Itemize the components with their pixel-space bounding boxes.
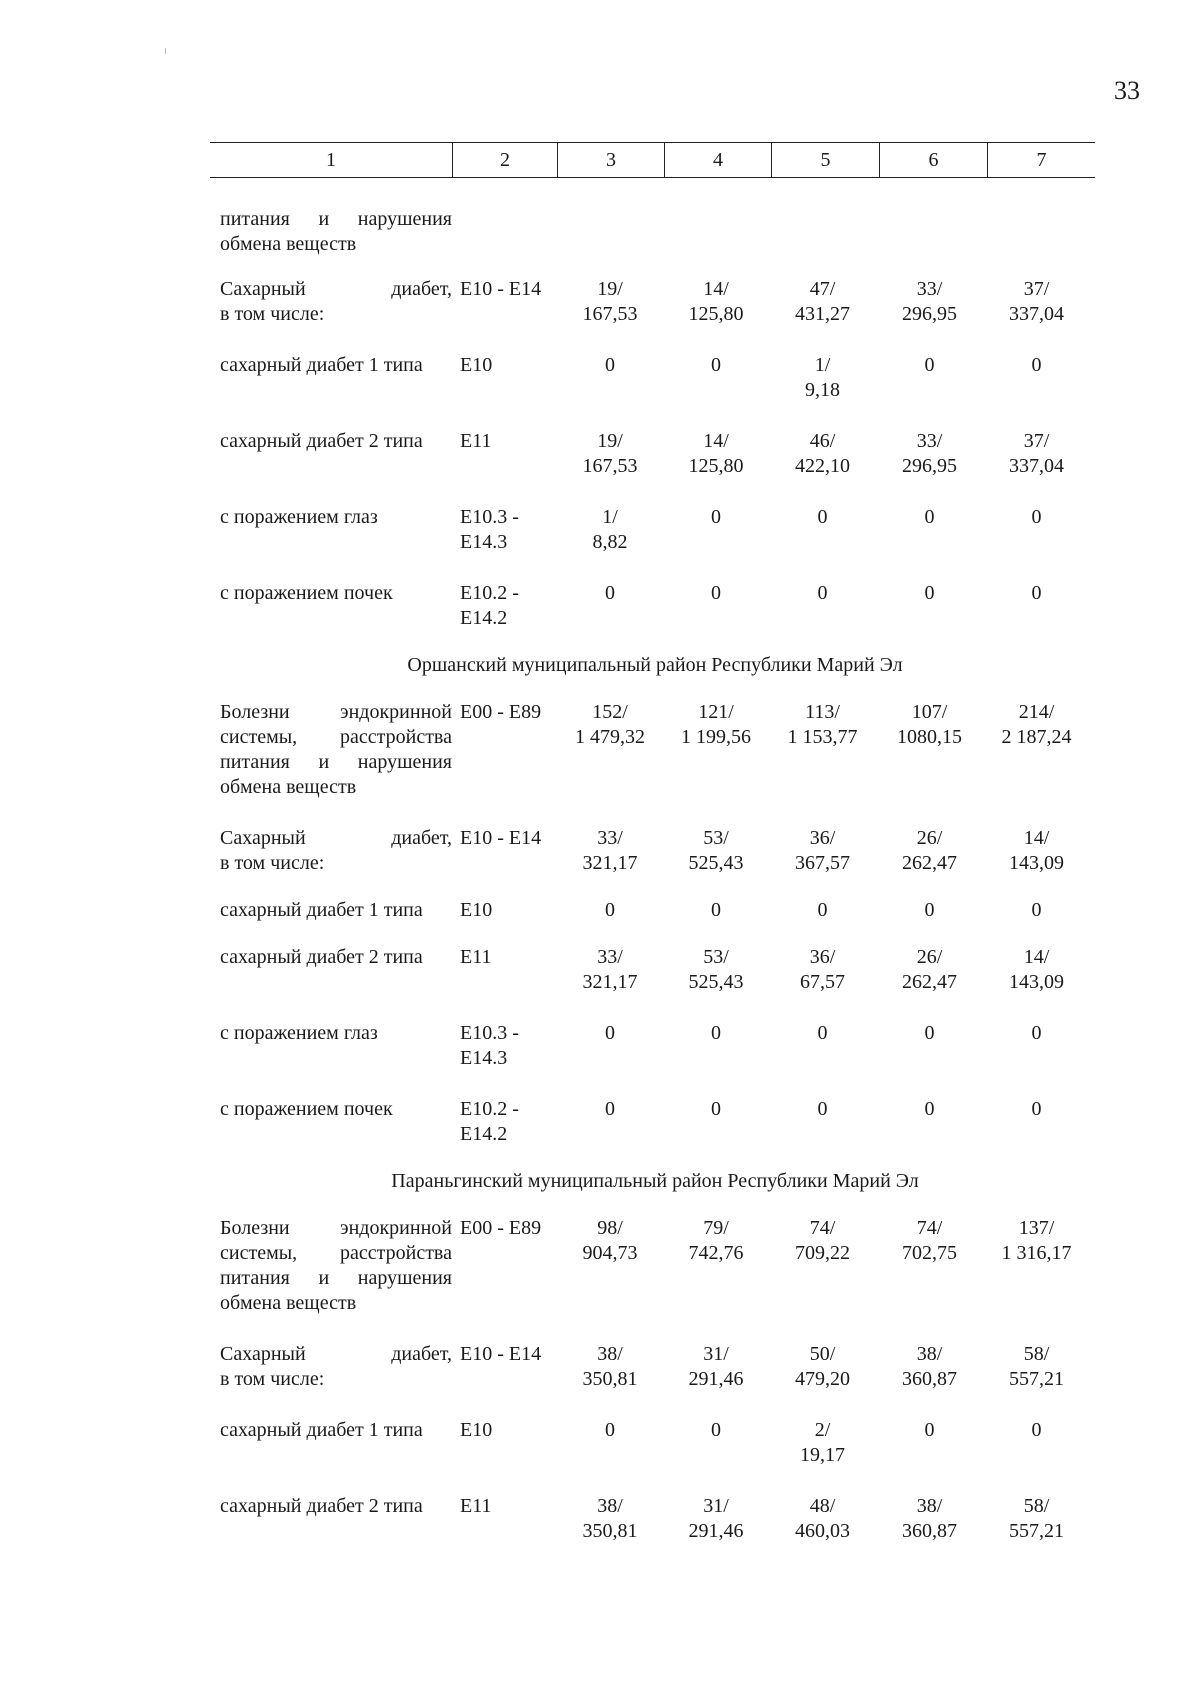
column-header-3: 3 <box>558 143 665 178</box>
column-header-4: 4 <box>665 143 772 178</box>
scan-mark <box>165 48 166 54</box>
row-name-line: Сахарный диабет, <box>220 827 452 849</box>
value-col-6: 26/ 262,47 <box>902 827 957 874</box>
row-name-line: в том числе: <box>220 1368 325 1390</box>
value-col-6: 0 <box>924 354 935 376</box>
table-row <box>210 1097 1100 1147</box>
row-name-line: Болезни эндокринной <box>220 701 452 723</box>
page-number: 33 <box>1114 76 1140 105</box>
value-col-5: 50/ 479,20 <box>795 1343 850 1390</box>
value-col-4: 14/ 125,80 <box>688 278 744 325</box>
table-row <box>210 700 1100 800</box>
row-name-line: сахарный диабет 2 типа <box>220 1495 423 1517</box>
row-name-line: системы, расстройства <box>220 1242 452 1264</box>
value-col-7: 58/ 557,21 <box>1009 1343 1064 1390</box>
value-col-7: 0 <box>1031 1098 1042 1120</box>
value-col-7: 14/ 143,09 <box>1009 827 1064 874</box>
value-col-3: 1/ 8,82 <box>592 506 628 553</box>
value-col-3: 19/ 167,53 <box>582 430 638 477</box>
value-col-5: 0 <box>817 1098 828 1120</box>
value-col-5: 0 <box>817 899 828 921</box>
icd-code: E10 - E14 <box>460 1343 542 1365</box>
icd-code: E11 <box>460 1495 492 1517</box>
value-col-7: 137/ 1 316,17 <box>1001 1217 1072 1264</box>
row-name-line: питания и нарушения <box>220 208 452 230</box>
row-name-line: сахарный диабет 2 типа <box>220 430 423 452</box>
value-col-5: 46/ 422,10 <box>795 430 850 477</box>
value-col-4: 53/ 525,43 <box>688 827 744 874</box>
row-name-line: обмена веществ <box>220 233 357 255</box>
row-name-line: с поражением глаз <box>220 506 378 528</box>
row-name <box>210 1021 452 1046</box>
section-title: Оршанский муниципальный район Республики Марий Эл <box>407 654 903 676</box>
row-name <box>210 1216 452 1316</box>
row-name <box>210 581 452 606</box>
row-name-line: в том числе: <box>220 852 325 874</box>
table-row <box>210 898 1100 923</box>
value-col-4: 0 <box>711 582 721 604</box>
row-name-line: в том числе: <box>220 303 325 325</box>
value-col-4: 31/ 291,46 <box>688 1343 744 1390</box>
value-col-3: 38/ 350,81 <box>582 1495 638 1542</box>
value-col-3: 33/ 321,17 <box>582 827 638 874</box>
row-name <box>210 898 452 923</box>
value-col-5: 2/ 19,17 <box>800 1419 845 1466</box>
value-col-3: 0 <box>605 899 615 921</box>
row-name <box>210 429 452 454</box>
table-row <box>210 505 1100 555</box>
value-col-5: 48/ 460,03 <box>795 1495 850 1542</box>
value-col-6: 26/ 262,47 <box>902 946 957 993</box>
value-col-3: 0 <box>605 582 615 604</box>
icd-code: E00 - E89 <box>460 701 542 723</box>
row-name <box>210 1418 452 1443</box>
row-name-line: Сахарный диабет, <box>220 278 452 300</box>
row-name <box>210 700 452 800</box>
row-name <box>210 207 452 257</box>
column-header-5: 5 <box>772 143 880 178</box>
value-col-5: 1/ 9,18 <box>805 354 840 401</box>
row-name <box>210 1494 452 1519</box>
value-col-5: 0 <box>817 582 828 604</box>
row-name-line: системы, расстройства <box>220 726 452 748</box>
row-name <box>210 353 452 378</box>
value-col-6: 38/ 360,87 <box>902 1343 957 1390</box>
value-col-3: 152/ 1 479,32 <box>575 701 645 748</box>
table-row <box>210 277 1100 327</box>
row-name <box>210 505 452 530</box>
icd-code: E10 - E14 <box>460 278 542 300</box>
row-name <box>210 826 452 876</box>
value-col-4: 0 <box>711 1022 721 1044</box>
row-name-line: с поражением глаз <box>220 1022 378 1044</box>
value-col-4: 0 <box>711 1098 721 1120</box>
section-title: Параньгинский муниципальный район Республики Марий Эл <box>391 1170 919 1192</box>
value-col-4: 0 <box>711 506 721 528</box>
column-header-7: 7 <box>988 143 1096 178</box>
column-header-table <box>210 142 1095 178</box>
table-row <box>210 1021 1100 1071</box>
value-col-7: 0 <box>1031 1419 1042 1441</box>
row-name-line: питания и нарушения <box>220 751 452 773</box>
value-col-3: 0 <box>605 1022 615 1044</box>
table-row <box>210 1342 1100 1392</box>
table-row <box>210 581 1100 631</box>
value-col-3: 38/ 350,81 <box>582 1343 638 1390</box>
row-name <box>210 1342 452 1392</box>
value-col-3: 0 <box>605 1098 615 1120</box>
row-name-line: сахарный диабет 1 типа <box>220 899 423 921</box>
value-col-7: 14/ 143,09 <box>1009 946 1064 993</box>
table-row <box>210 945 1100 995</box>
row-name <box>210 277 452 327</box>
value-col-4: 14/ 125,80 <box>688 430 744 477</box>
value-col-6: 0 <box>924 506 935 528</box>
value-col-7: 0 <box>1031 582 1042 604</box>
icd-code: E10.2 - E14.2 <box>460 1098 519 1145</box>
value-col-3: 19/ 167,53 <box>582 278 638 325</box>
row-name <box>210 945 452 970</box>
value-col-6: 107/ 1080,15 <box>897 701 962 748</box>
icd-code: E11 <box>460 430 492 452</box>
row-name-line: Болезни эндокринной <box>220 1217 452 1239</box>
table-row <box>210 1418 1100 1468</box>
icd-code: E10 <box>460 899 493 921</box>
table-row <box>210 429 1100 479</box>
icd-code: E00 - E89 <box>460 1217 542 1239</box>
value-col-7: 0 <box>1031 899 1042 921</box>
row-name-line: сахарный диабет 1 типа <box>220 354 423 376</box>
row-name-line: с поражением почек <box>220 1098 393 1120</box>
value-col-5: 0 <box>817 506 828 528</box>
value-col-4: 31/ 291,46 <box>688 1495 744 1542</box>
value-col-4: 0 <box>711 1419 721 1441</box>
column-header-1: 1 <box>210 143 453 178</box>
value-col-4: 53/ 525,43 <box>688 946 744 993</box>
row-name <box>210 1097 452 1122</box>
value-col-6: 0 <box>924 582 935 604</box>
value-col-4: 0 <box>711 899 721 921</box>
value-col-6: 0 <box>924 899 935 921</box>
value-col-7: 37/ 337,04 <box>1009 278 1064 325</box>
value-col-6: 0 <box>924 1022 935 1044</box>
icd-code: E10.3 - E14.3 <box>460 506 519 553</box>
value-col-7: 0 <box>1031 506 1042 528</box>
value-col-7: 214/ 2 187,24 <box>1001 701 1072 748</box>
table-row <box>210 1216 1100 1316</box>
table-row <box>210 353 1100 403</box>
icd-code: E10.2 - E14.2 <box>460 582 519 629</box>
value-col-5: 0 <box>817 1022 828 1044</box>
table-row <box>210 207 1100 257</box>
icd-code: E10 - E14 <box>460 827 542 849</box>
value-col-4: 0 <box>711 354 721 376</box>
statistics-table-body <box>210 207 1100 1544</box>
value-col-7: 37/ 337,04 <box>1009 430 1064 477</box>
icd-code: E10 <box>460 1419 493 1441</box>
value-col-6: 0 <box>924 1419 935 1441</box>
value-col-7: 58/ 557,21 <box>1009 1495 1064 1542</box>
row-name-line: сахарный диабет 1 типа <box>220 1419 423 1441</box>
value-col-6: 74/ 702,75 <box>902 1217 957 1264</box>
value-col-4: 121/ 1 199,56 <box>681 701 751 748</box>
value-col-7: 0 <box>1031 354 1042 376</box>
value-col-5: 113/ 1 153,77 <box>787 701 858 748</box>
icd-code: E10.3 - E14.3 <box>460 1022 519 1069</box>
value-col-5: 47/ 431,27 <box>795 278 850 325</box>
value-col-5: 36/ 367,57 <box>795 827 850 874</box>
column-header-6: 6 <box>880 143 988 178</box>
value-col-3: 33/ 321,17 <box>582 946 638 993</box>
value-col-3: 98/ 904,73 <box>582 1217 638 1264</box>
value-col-3: 0 <box>605 1419 615 1441</box>
row-name-line: обмена веществ <box>220 776 357 798</box>
column-header-2: 2 <box>453 143 558 178</box>
table-row <box>210 826 1100 876</box>
table-row <box>210 1494 1100 1544</box>
value-col-3: 0 <box>605 354 615 376</box>
icd-code: E11 <box>460 946 492 968</box>
row-name-line: обмена веществ <box>220 1292 357 1314</box>
value-col-7: 0 <box>1031 1022 1042 1044</box>
value-col-5: 74/ 709,22 <box>795 1217 850 1264</box>
row-name-line: Сахарный диабет, <box>220 1343 452 1365</box>
value-col-6: 33/ 296,95 <box>902 278 957 325</box>
value-col-6: 0 <box>924 1098 935 1120</box>
value-col-6: 38/ 360,87 <box>902 1495 957 1542</box>
row-name-line: сахарный диабет 2 типа <box>220 946 423 968</box>
row-name-line: питания и нарушения <box>220 1267 452 1289</box>
column-header-row <box>210 143 1095 178</box>
icd-code: E10 <box>460 354 493 376</box>
value-col-4: 79/ 742,76 <box>688 1217 744 1264</box>
value-col-5: 36/ 67,57 <box>800 946 845 993</box>
row-name-line: с поражением почек <box>220 582 393 604</box>
value-col-6: 33/ 296,95 <box>902 430 957 477</box>
